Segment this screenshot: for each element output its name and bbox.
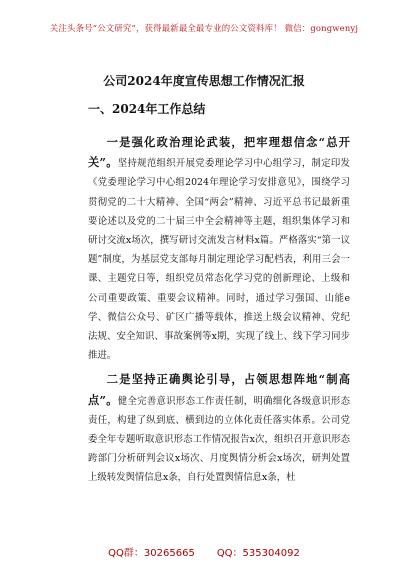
paragraph-2-lead: 二是坚持正确舆论引导，占领思想阵地“制高点”。 [88, 372, 350, 407]
promo-banner: 关注头条号“公文研究”，获得最新最全最专业的公文资料库！ 微信：gongwenyj [49, 23, 359, 33]
document-body [88, 133, 350, 493]
paragraph-2-body: 健全完善意识形态工作责任制，明确细化各级意识形态责任，构建了纵到底、横到边的立体化责任落实体系。公司党委全年专题听取意识形态工作情况报告x次，组织召开意识形态跨部门分析研判会议x场次、月度舆情分析会x场次，研判处置上级转发舆情信息x条，自行处置舆情信息x条，杜 [88, 395, 350, 484]
section-heading: 一、2024年工作总结 [88, 102, 206, 116]
paragraph-1 [88, 133, 350, 365]
paragraph-2 [88, 370, 350, 487]
qq-group-number: QQ群：30265665 [108, 548, 195, 559]
paragraph-1-body: 坚持规范组织开展党委理论学习中心组学习，制定印发《党委理论学习中心组2024年理论学习安排意见》，围绕学习贯彻党的二十大精神、全国“两会”精神、习近平总书记最新重要论述以及党的二十届三中全会精神等主题，组织集体学习和研讨交流x场次，撰写研讨交流发言材料x篇。严格落实“第一议题”制度，为基层党支部每月制定理论学习配档表，利用三会一课、主题党日等，组织党员常态化学习党的创新理论、上级和公司重要政策、重要会议精神。同时，通过学习强国、山能e学、微信公众号、矿区广播等载体，推送上级会议精神、党纪法规、安全知识、事故案例等x期，实现了线上、线下学习同步推进。 [88, 158, 350, 362]
paragraph-1-lead: 一是强化政治理论武装，把牢理想信念“总开关”。 [88, 135, 350, 170]
document-title: 公司2024年度宣传思想工作情况汇报 [103, 74, 305, 88]
contact-footer [0, 544, 408, 559]
qq-number: QQ：535304092 [216, 548, 300, 559]
